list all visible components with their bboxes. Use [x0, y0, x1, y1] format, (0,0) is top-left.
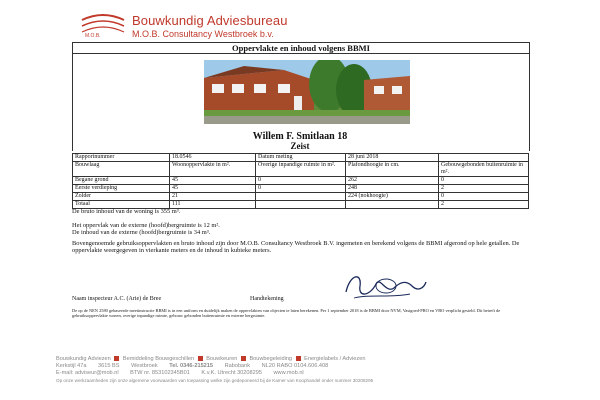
company-logo: [80, 12, 126, 38]
label-measure-date: Datum meting: [256, 154, 346, 162]
footer-services: [56, 356, 556, 363]
footer-website[interactable]: www.mob.nl: [273, 370, 304, 376]
footer-vat: BTW nr. 853102345B01: [130, 370, 190, 376]
header-cell: Bouwlaag: [73, 162, 170, 177]
footer-iban: NL20 RABO 0104.606.408: [261, 363, 329, 369]
footer-postcode: 3615 BS: [98, 363, 120, 369]
bullet-icon: [241, 356, 246, 361]
footer-service: Energielabels / Adviezen: [304, 356, 366, 362]
table-cell: Totaal: [73, 201, 170, 209]
table-cell: 0: [256, 185, 346, 193]
header-cell: Plafondhoogte in cm.: [346, 162, 439, 177]
logo-text: M.O.B.: [85, 33, 101, 38]
bullet-icon: [198, 356, 203, 361]
table-row: [73, 177, 529, 185]
footer-contact: [56, 370, 556, 377]
table-cell: 111: [170, 201, 256, 209]
header-cell: Overige inpandige ruimte in m².: [256, 162, 346, 177]
table-cell: Begane grond: [73, 177, 170, 185]
footer-address: [56, 363, 556, 370]
footer-service: Bouwkeuren: [206, 356, 238, 362]
note-statement: Bovengenoemde gebruiksoppervlakten en bruto inhoud zijn door M.O.B. Consultancy Westbroek B.V. ingemeten en berekend volgens de BBMI afgerond op hele getallen. De oppervlakte weergegeven in vierkante meters en de inhoud in kubieke meters.: [72, 240, 520, 254]
signature-label: Handtekening: [250, 296, 284, 302]
table-header-row: [73, 162, 529, 177]
brand-subtitle: M.O.B. Consultancy Westbroek b.v.: [132, 29, 274, 39]
table-cell: 21: [170, 193, 256, 201]
table-cell: Eerste verdieping: [73, 185, 170, 193]
table-cell: 2: [439, 201, 529, 209]
header-cell: Woonoppervlakte in m².: [170, 162, 256, 177]
table-cell: 45: [170, 185, 256, 193]
footer-service: Bouwkundig Adviezen: [56, 356, 111, 362]
table-cell: 0: [439, 193, 529, 201]
inspector-name: Naam inspecteur A.C. (Arie) de Bree: [72, 296, 162, 302]
footer-street: Kerkstijl 47a: [56, 363, 87, 369]
footer: [56, 356, 556, 384]
table-row: [73, 185, 529, 193]
table-row: [73, 193, 529, 201]
footer-email[interactable]: E-mail: adviseur@mob.nl: [56, 370, 119, 376]
table-cell: 0: [256, 177, 346, 185]
table-cell: 248: [346, 185, 439, 193]
note-external-volume: De inhoud van de externe (hoofd)bergruimte is 34 m³.: [72, 229, 211, 236]
report-title: Oppervlakte en inhoud volgens BBMI: [232, 43, 370, 53]
table-cell: 0: [439, 177, 529, 185]
fine-print: De op de NEN 2580 gebaseerde meetinstructie BBMI is in een uniform en duidelijk maken de oppervlakten van objecten te laten berekenen. Per 1 september 2018 is de BBMI door NVM, Vastgoed-PRO en VBO verplicht gesteld. Dit betreft de gebruiksoppervlakte wonen, overige inpandige ruimte, gebouw gebonden buitenruimte en externe bergruimte.: [72, 308, 501, 318]
footer-service: Bouwbegeleiding: [249, 356, 293, 362]
house-photo: [204, 60, 410, 124]
footer-terms: Op onze werkzaamheden zijn onze algemene voorwaarden van toepassing welke zijn gedeponeerd bij de Kamer van Koophandel onder nummer 30208295: [56, 378, 374, 383]
table-cell: 224 (nokhoogte): [346, 193, 439, 201]
table-cell: Zolder: [73, 193, 170, 201]
address-city: Zeist: [290, 141, 310, 151]
table-cell: [256, 193, 346, 201]
signature-image: [340, 268, 430, 304]
bullet-icon: [114, 356, 119, 361]
footer-phone: Tel. 0346-215215: [169, 363, 214, 369]
address-street: Willem F. Smitlaan 18: [252, 131, 348, 142]
area-table: [72, 161, 529, 209]
report-number: 18.0546: [170, 154, 256, 162]
label-report-number: Rapportnummer: [73, 154, 170, 162]
note-bruto-volume: De bruto inhoud van de woning is 355 m³.: [72, 208, 181, 215]
footer-bank: Rabobank: [224, 363, 251, 369]
table-cell: 262: [346, 177, 439, 185]
footer-kvk: K.v.K. Utrecht 30208295: [201, 370, 262, 376]
footer-city: Westbroek: [131, 363, 158, 369]
bullet-icon: [296, 356, 301, 361]
table-cell: 45: [170, 177, 256, 185]
footer-service: Bemiddeling Bouwgeschillen: [122, 356, 195, 362]
note-external-area: Het oppervlak van de externe (hoofd)bergruimte is 12 m².: [72, 222, 220, 229]
table-cell: 2: [439, 185, 529, 193]
measure-date: 28 juni 2018: [346, 154, 439, 162]
brand-name: Bouwkundig Adviesbureau: [132, 13, 288, 28]
header-cell: Gebouwgebonden buitenruimte in m².: [439, 162, 529, 177]
